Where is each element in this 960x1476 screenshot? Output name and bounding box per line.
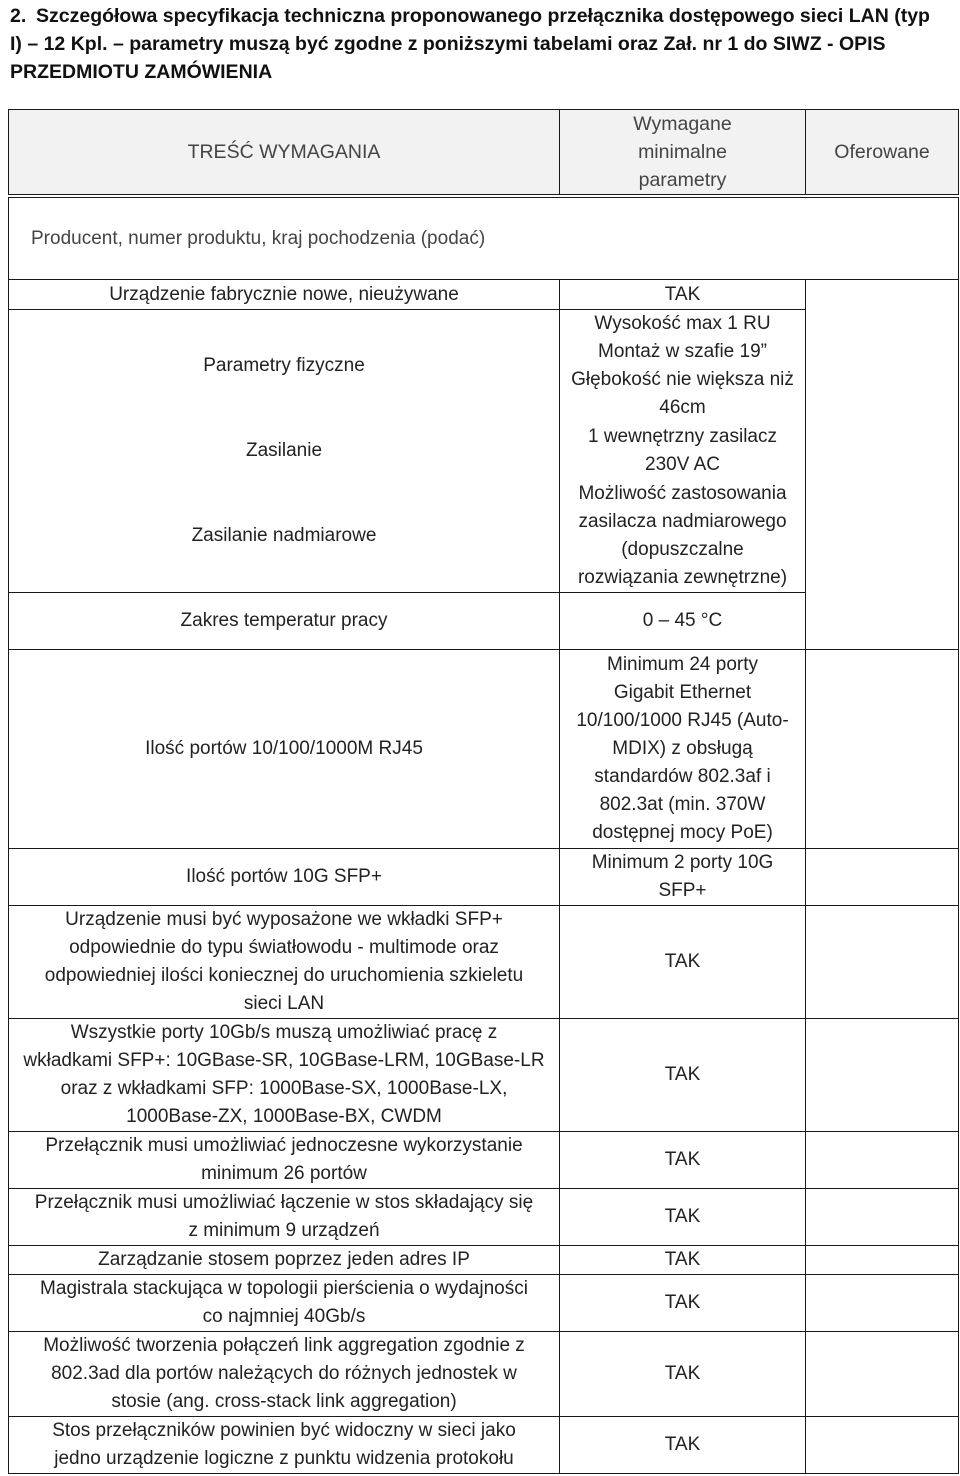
requirement-cell: Ilość portów 10/100/1000M RJ45: [9, 650, 560, 849]
param-cell: 1 wewnętrzny zasilacz 230V AC: [560, 423, 806, 480]
param-cell: Minimum 2 porty 10G SFP+: [560, 849, 806, 906]
producer-row: [9, 198, 959, 280]
offer-cell: [806, 280, 959, 650]
section-number: 2.: [10, 5, 27, 27]
param-cell: TAK: [560, 280, 806, 310]
requirement-cell: Urządzenie fabrycznie nowe, nieużywane: [9, 280, 560, 310]
param-cell: TAK: [560, 1332, 806, 1417]
table-row: [9, 1332, 959, 1417]
requirement-cell: Zakres temperatur pracy: [9, 593, 560, 650]
table-row: [9, 1189, 959, 1246]
requirement-cell: Stos przełączników powinien być widoczny w sieci jako jedno urządzenie logiczne z punktu widzenia protokołu: [9, 1417, 560, 1474]
requirement-cell: Magistrala stackująca w topologii pierścienia o wydajności co najmniej 40Gb/s: [9, 1275, 560, 1332]
param-cell: TAK: [560, 906, 806, 1019]
requirement-cell: Urządzenie musi być wyposażone we wkładki SFP+ odpowiednie do typu światłowodu - multimode oraz odpowiedniej ilości koniecznej do uruchomienia szkieletu sieci LAN: [9, 906, 560, 1019]
offer-cell: [806, 1189, 959, 1246]
offer-cell: [806, 1132, 959, 1189]
offer-cell: [806, 1332, 959, 1417]
specification-table: [8, 109, 959, 1474]
header-offered: Oferowane: [806, 110, 959, 195]
requirement-cell: Przełącznik musi umożliwiać łączenie w stos składający się z minimum 9 urządzeń: [9, 1189, 560, 1246]
requirement-cell: Zarządzanie stosem poprzez jeden adres IP: [9, 1246, 560, 1275]
table-row: [9, 1417, 959, 1474]
requirement-cell: Parametry fizyczne: [9, 310, 560, 423]
param-cell: Minimum 24 porty Gigabit Ethernet 10/100/1000 RJ45 (Auto- MDIX) z obsługą standardów 802.3af i 802.3at (min. 370W dostępnej mocy PoE): [560, 650, 806, 849]
param-cell: TAK: [560, 1019, 806, 1132]
requirement-cell: Zasilanie: [9, 423, 560, 480]
header-required-params: Wymagane minimalne parametry: [560, 110, 806, 195]
table-row: [9, 1275, 959, 1332]
param-cell: TAK: [560, 1189, 806, 1246]
table-row: [9, 906, 959, 1019]
param-cell: TAK: [560, 1417, 806, 1474]
section-heading: [10, 2, 956, 86]
offer-cell: [806, 650, 959, 849]
requirement-cell: Przełącznik musi umożliwiać jednoczesne wykorzystanie minimum 26 portów: [9, 1132, 560, 1189]
requirement-cell: Zasilanie nadmiarowe: [9, 480, 560, 593]
table-row: [9, 650, 959, 849]
table-row: [9, 849, 959, 906]
param-cell: TAK: [560, 1246, 806, 1275]
param-cell: Możliwość zastosowania zasilacza nadmiarowego (dopuszczalne rozwiązania zewnętrzne): [560, 480, 806, 593]
offer-cell: [806, 849, 959, 906]
heading-line-1: Szczegółowa specyfikacja techniczna proponowanego przełącznika dostępowego sieci LAN (typ: [36, 5, 930, 27]
table-header-row: [9, 110, 959, 195]
param-cell: TAK: [560, 1275, 806, 1332]
producer-row-cell: Producent, numer produktu, kraj pochodzenia (podać): [9, 198, 959, 280]
offer-cell: [806, 1275, 959, 1332]
table-row: [9, 280, 959, 310]
table-row: [9, 1246, 959, 1275]
requirement-cell: Możliwość tworzenia połączeń link aggregation zgodnie z 802.3ad dla portów należących do różnych jednostek w stosie (ang. cross-stack link aggregation): [9, 1332, 560, 1417]
table-row: [9, 1132, 959, 1189]
requirement-cell: Wszystkie porty 10Gb/s muszą umożliwiać pracę z wkładkami SFP+: 10GBase-SR, 10GBase-LRM, 10GBase-LR oraz z wkładkami SFP: 1000Base-SX, 1000Base-LX, 1000Base-ZX, 1000Base-BX, CWDM: [9, 1019, 560, 1132]
heading-line-2: I) – 12 Kpl. – parametry muszą być zgodne z poniższymi tabelami oraz Zał. nr 1 do SIWZ - OPIS: [10, 33, 886, 55]
heading-line-3: PRZEDMIOTU ZAMÓWIENIA: [10, 61, 273, 83]
param-cell: 0 – 45 °C: [560, 593, 806, 650]
offer-cell: [806, 1019, 959, 1132]
header-requirement: TREŚĆ WYMAGANIA: [9, 110, 560, 195]
offer-cell: [806, 906, 959, 1019]
offer-cell: [806, 1417, 959, 1474]
param-cell: TAK: [560, 1132, 806, 1189]
table-row: [9, 1019, 959, 1132]
param-cell: Wysokość max 1 RU Montaż w szafie 19” Głębokość nie większa niż 46cm: [560, 310, 806, 423]
offer-cell: [806, 1246, 959, 1275]
requirement-cell: Ilość portów 10G SFP+: [9, 849, 560, 906]
